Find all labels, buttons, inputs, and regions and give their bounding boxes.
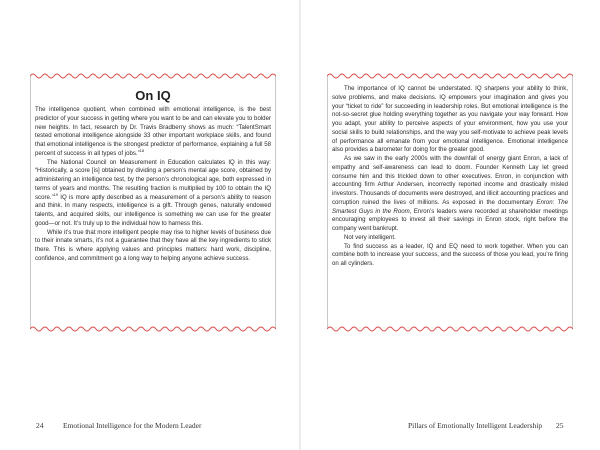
wavy-border-bottom <box>327 325 573 333</box>
wavy-border-top <box>327 72 573 80</box>
documentary-title: Enron: The Smartest Guys in the Room <box>332 198 569 215</box>
running-title: Pillars of Emotionally Intelligent Leadership <box>408 421 543 430</box>
paragraph: The importance of IQ cannot be understated. IQ sharpens your ability to think, solve problems, and make decisions. IQ empowers your imagination and gives you your “ticket to ride” for succeeding in leadership roles. But emotional intelligence is the not-so-secret glue holding everything together as you navigate your way forward. How you adapt, your ability to perceive aspects of your environment, how you use your social skills to build relationships, and the way you self-motivate to achieve peak levels of performance all emanate from your emotional intelligence. Emotional intelligence also provides a barometer for doing for the greater good. <box>332 85 568 154</box>
footnote-ref: 18 <box>139 147 145 153</box>
sidebar-box-left <box>30 76 276 329</box>
page-number: 25 <box>556 421 564 430</box>
sidebar-box-right <box>327 76 573 329</box>
paragraph: While it’s true that more intelligent people may rise to higher levels of business due to their innate smarts, it’s not a guarantee that they have all the key ingredients to stick there. This is where applying values and principles matters: hard work, discipline, confidence, and commitment go a long way to helping anyone achieve success. <box>35 228 271 262</box>
paragraph: As we saw in the early 2000s with the downfall of energy giant Enron, a lack of empathy and self-awareness can lead to doom. Founder Kenneth Lay let greed consume him and this trickled down to other executives. Enron, in conjunction with accounting firm Arthur Andersen, incorrectly reported income and drastically misled investors. Thousands of documents were destroyed, and illicit accounting practices and corruption ruined the lives of millions. As exposed in the documentary Enron: The Smartest Guys in the Room, Enron’s leaders were recorded at shareholder meetings encouraging employees to invest all their savings in Enron stock, right before the company went bankrupt. <box>332 155 569 232</box>
section-heading: On IQ <box>135 88 171 103</box>
wavy-border-bottom <box>30 325 276 333</box>
paragraph: Not very intelligent. <box>344 233 396 241</box>
paragraph: The intelligence quotient, when combined with emotional intelligence, is the best predictor of your success in getting where you want to be and can elevate you to bolder new heights. In fact, research by Dr. Travis Bradberry shows as much: “TalentSmart tested emotional intelligence alongside 33 other important workplace skills, and found that emotional intelligence is the strongest predictor of performance, explaining a full 58 percent of success in all types of jobs.”$^{18}$ <box>35 106 271 157</box>
footnote-ref: 19 <box>53 191 59 197</box>
running-title: Emotional Intelligence for the Modern Leader <box>63 421 202 430</box>
right-page <box>300 0 600 450</box>
page-number: 24 <box>36 421 44 430</box>
left-body-text <box>35 106 271 264</box>
wavy-border-top <box>30 72 276 80</box>
paragraph: The National Council on Measurement in Education calculates IQ in this way: “Historically, a score [is] obtained by dividing a person’s mental age score, obtained by administering an intelligence test, by the person’s chronological age, both expressed in terms of years and months. The resulting fraction is multiplied by 100 to obtain the IQ score.”$^{19}$ IQ is more aptly described as a measurement of a person’s ability to reason and think. In many respects, intelligence is a gift. Through genes, naturally endowed talents, and acquired skills, our intelligence is something we can use for the greater good—or not. It’s truly up to the individual how to harness this. <box>35 158 271 227</box>
paragraph: To find success as a leader, IQ and EQ need to work together. When you can combine both to increase your success, and the success of those you lead, you’re firing on all cylinders. <box>332 242 568 267</box>
right-body-text <box>332 85 568 269</box>
